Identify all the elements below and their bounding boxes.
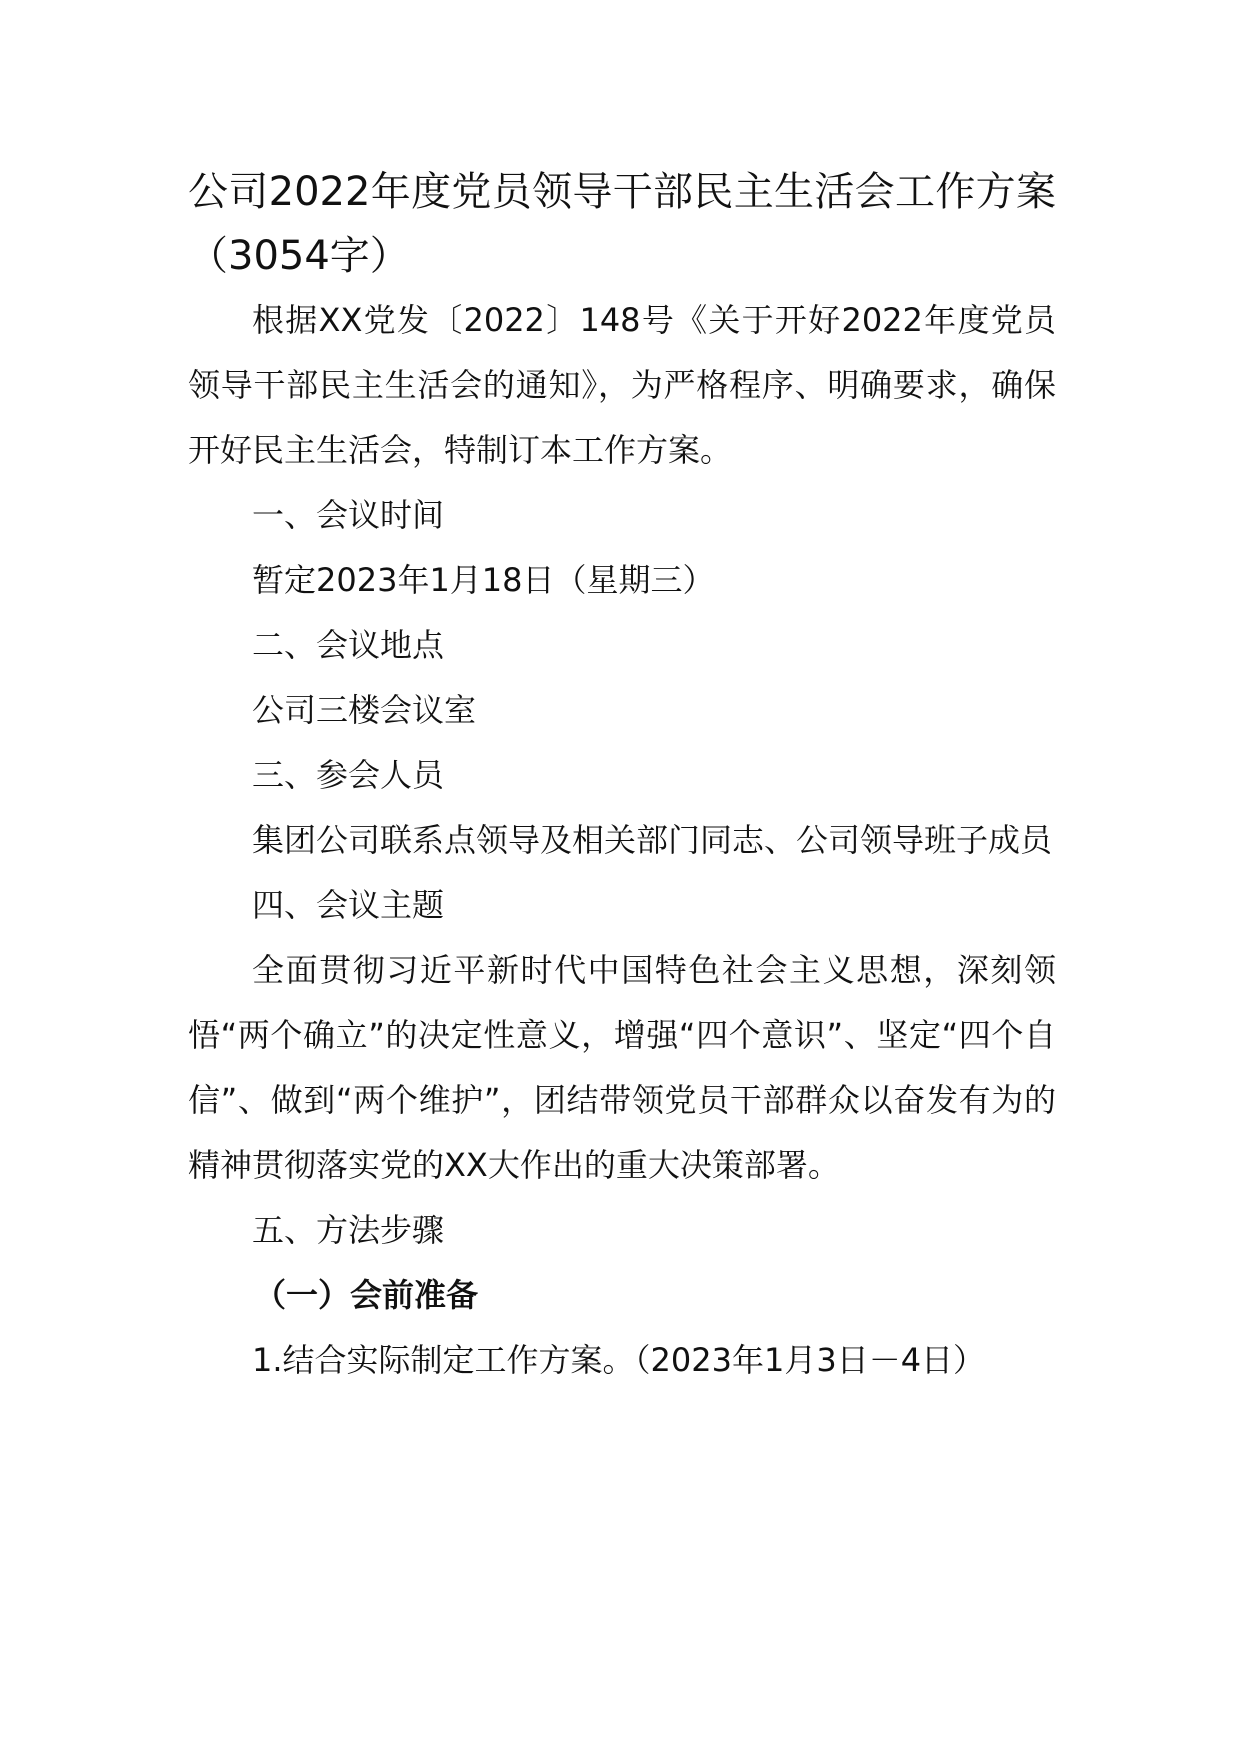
section-heading-meeting-time: 一、会议时间 — [252, 496, 445, 534]
section-body-attendees: 集团公司联系点领导及相关部门同志、公司领导班子成员 — [252, 821, 1053, 859]
subsection-heading-preparation: （一）会前准备 — [254, 1276, 479, 1314]
section-body-meeting-theme: 全面贯彻习近平新时代中国特色社会主义思想，深刻领悟“两个确立”的决定性意义，增强“四个意识”、坚定“四个自信”、做到“两个维护”，团结带领党员干部群众以奋发有为的精神贯彻落实党的XX大作出的重大决策部署。 — [188, 951, 1056, 1184]
section-heading-attendees: 三、参会人员 — [252, 756, 445, 794]
subsection-item-1: 1.结合实际制定工作方案。（2023年1月3日－4日） — [252, 1341, 986, 1379]
section-heading-meeting-theme: 四、会议主题 — [252, 886, 445, 924]
section-body-meeting-location: 公司三楼会议室 — [252, 691, 477, 729]
document-title: 公司2022年度党员领导干部民主生活会工作方案（3054字） — [188, 169, 1056, 279]
document-page — [188, 160, 1056, 1393]
intro-paragraph: 根据XX党发〔2022〕148号《关于开好2022年度党员领导干部民主生活会的通知》，为严格程序、明确要求，确保开好民主生活会，特制订本工作方案。 — [188, 301, 1056, 469]
section-heading-meeting-location: 二、会议地点 — [252, 626, 445, 664]
section-body-meeting-time: 暂定2023年1月18日（星期三） — [252, 561, 715, 599]
section-heading-methods-steps: 五、方法步骤 — [252, 1211, 445, 1249]
